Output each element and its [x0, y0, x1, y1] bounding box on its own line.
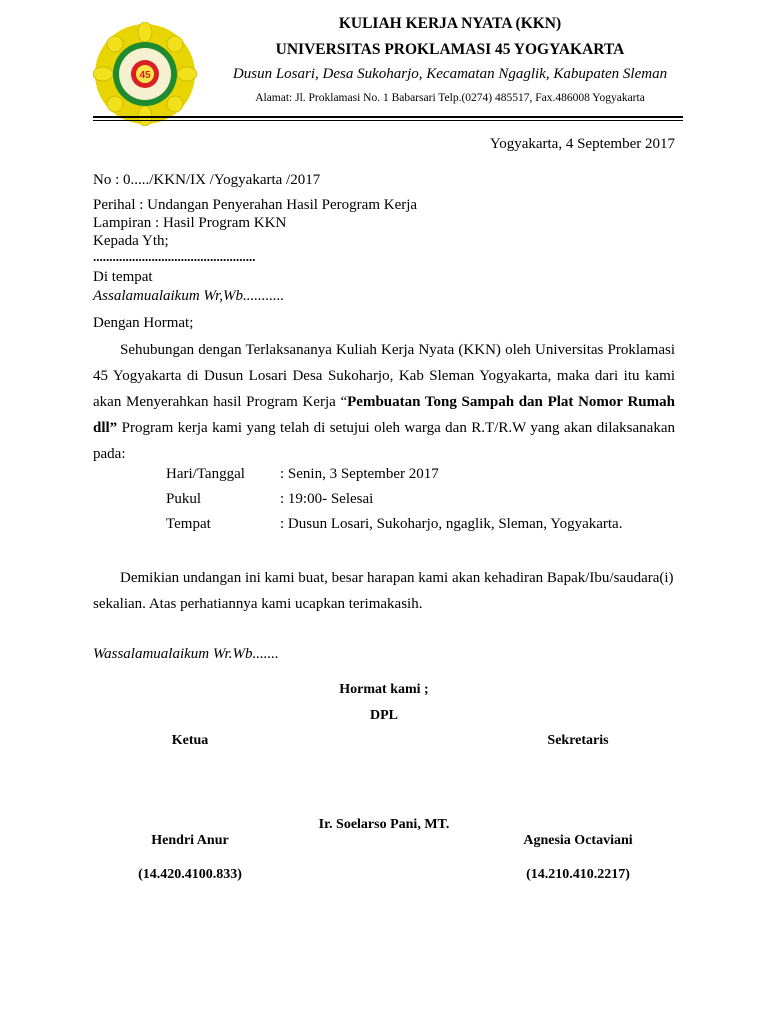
- header-location: Dusun Losari, Desa Sukoharjo, Kecamatan Ngaglik, Kabupaten Sleman: [232, 66, 668, 82]
- letter-subject: Perihal : Undangan Penyerahan Hasil Perogram Kerja: [93, 197, 418, 213]
- chairman-title: Ketua: [171, 733, 209, 748]
- closing-greeting: Wassalamualaikum Wr.Wb.......: [93, 646, 279, 662]
- detail-value: : Dusun Losari, Sukoharjo, ngaglik, Sleman, Yogyakarta.: [280, 516, 623, 532]
- detail-key: Hari/Tanggal: [166, 466, 245, 482]
- secretary-name: Agnesia Octaviani: [523, 833, 633, 848]
- secretary-id: (14.210.410.2217): [526, 867, 630, 882]
- header-address: Alamat: Jl. Proklamasi No. 1 Babarsari Telp.(0274) 485517, Fax.486008 Yogyakarta: [255, 92, 645, 104]
- header-program-title: KULIAH KERJA NYATA (KKN): [338, 15, 562, 32]
- secretary-title: Sekretaris: [547, 733, 609, 748]
- detail-value: : 19:00- Selesai: [280, 491, 374, 507]
- header-divider-thin: [93, 120, 683, 121]
- letter-recipient-heading: Kepada Yth;: [93, 233, 169, 249]
- chairman-id: (14.420.4100.833): [138, 867, 242, 882]
- letter-place: Di tempat: [93, 269, 153, 285]
- place-date: Yogyakarta, 4 September 2017: [489, 136, 675, 152]
- closing-paragraph: Demikian undangan ini kami buat, besar harapan kami akan kehadiran Bapak/Ibu/saudara(i) sekalian. Atas perhatiannya kami ucapkan terimakasih.: [93, 570, 674, 612]
- opening-greeting: Assalamualaikum Wr,Wb...........: [93, 288, 285, 304]
- university-logo: [93, 22, 197, 126]
- body-text-1: Sehubungan dengan Terlaksananya Kuliah Kerja Nyata (KKN) oleh Universitas Proklamasi 45 Yogyakarta di Dusun Losari Desa Sukoharjo, Kab Sleman Yogyakarta, maka dari itu kami akan Menyerahkan hasil Program Kerja “: [93, 342, 675, 410]
- header-university-name: UNIVERSITAS PROKLAMASI 45 YOGYAKARTA: [275, 41, 625, 58]
- detail-row-date: [166, 466, 439, 483]
- body-program-name: Pembuatan Tong Sampah dan Plat Nomor Rumah dll”: [93, 394, 675, 436]
- header-divider-thick: [93, 116, 683, 118]
- detail-row-location: [166, 516, 622, 533]
- body-paragraph: [93, 337, 675, 467]
- salutation: Dengan Hormat;: [93, 315, 194, 331]
- chairman-name: Hendri Anur: [151, 833, 229, 848]
- logo-text: 45: [139, 70, 151, 81]
- detail-value: : Senin, 3 September 2017: [280, 466, 439, 482]
- dpl-name: Ir. Soelarso Pani, MT.: [318, 817, 450, 832]
- letter-number: No : 0...../KKN/IX /Yogyakarta /2017: [93, 172, 321, 188]
- detail-key: Tempat: [166, 516, 211, 532]
- dpl-title: DPL: [370, 708, 398, 723]
- recipient-dots: ..................................................: [93, 249, 256, 264]
- letter-attachment: Lampiran : Hasil Program KKN: [93, 215, 287, 231]
- regards-label: Hormat kami ;: [339, 682, 429, 697]
- detail-row-time: [166, 491, 373, 508]
- detail-key: Pukul: [166, 491, 202, 507]
- body-text-2: Program kerja kami yang telah di setujui oleh warga dan R.T/R.W yang akan dilaksanakan pada:: [93, 420, 675, 462]
